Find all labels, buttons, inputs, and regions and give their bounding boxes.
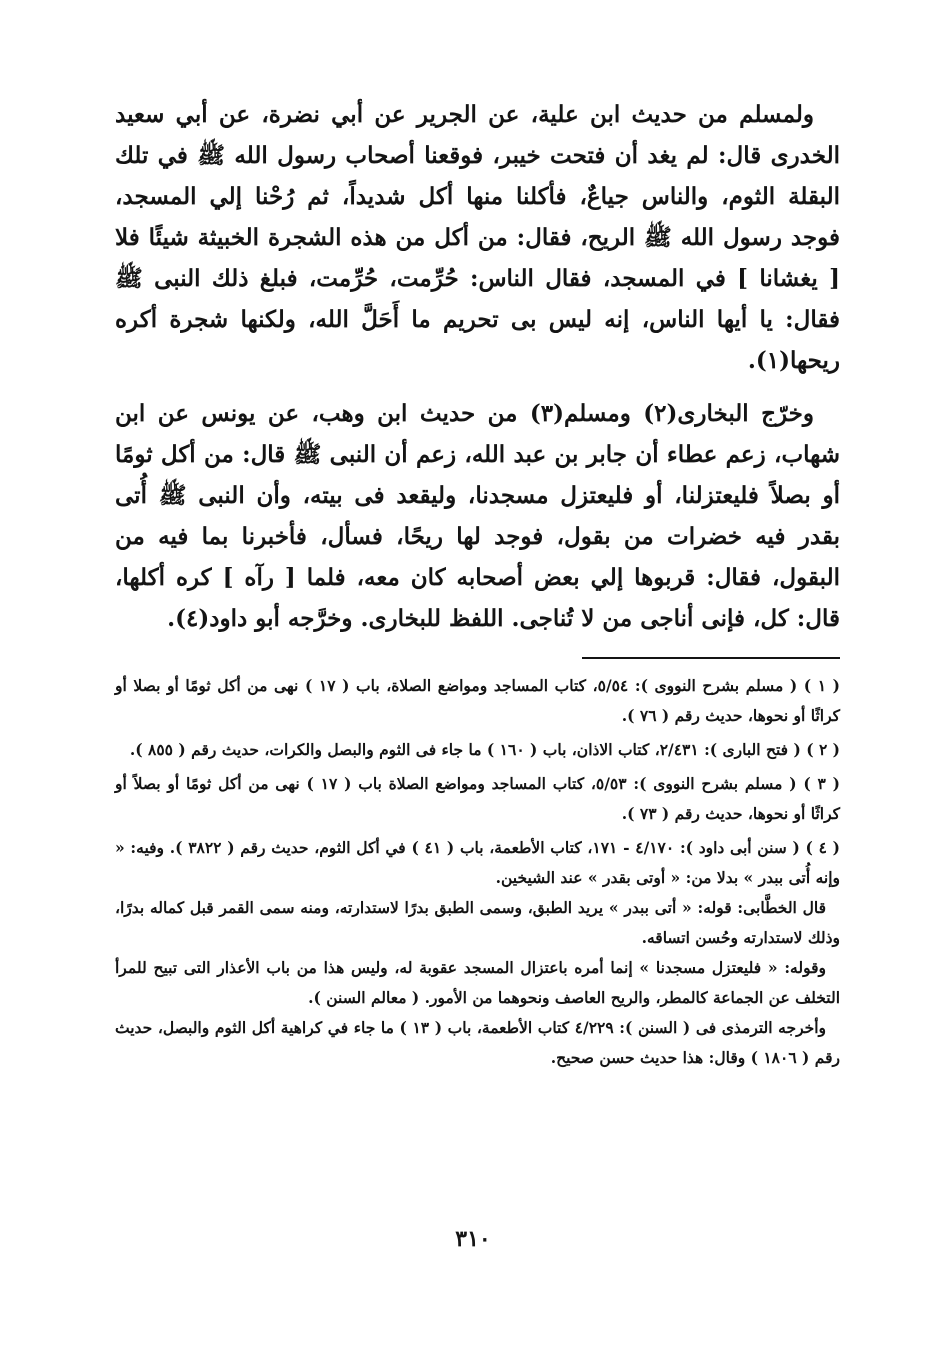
paragraph: وخرّج البخارى(٢) ومسلم(٣) من حديث ابن وهب، عن يونس عن ابن شهاب، زعم عطاء أن جابر بن عبد الله، زعم أن النبى ﷺ قال: من أكل ثومًا أو بصلاً فليعتزلنا، أو فليعتزل مسجدنا، وليقعد فى بيته، وأن النبى ﷺ أُتى بقدر فيه خضرات من بقول، فوجد لها ريحًا، فسأل، فأخبرنا بما فيه من البقول، فقال: قربوها إلي بعض أصحابه كان معه، فلما [ رآه ] كره أكلها، قال: كل، فإنى أناجى من لا تُناجى. اللفظ للبخارى. وخرَّجه أبو داود(٤). xyxy=(115,400,840,632)
footnote-4: ( ٤ ) ( سنن أبى داود ): ٤/١٧٠ - ١٧١، كتاب الأطعمة، باب ( ٤١ ) في أكل الثوم، حديث رقم ( ٣٨٢٢ ). وفيه: « وإنه أُتى ببدر » بدلا من: « أوتى بقدر » عند الشيخين. xyxy=(115,838,840,887)
paragraph: ولمسلم من حديث ابن علية، عن الجرير عن أبي نضرة، عن أبي سعيد الخدرى قال: لم يغد أن فتحت خيبر، فوقعنا أصحاب رسول الله ﷺ في تلك البقلة الثوم، والناس جياعٌ، فأكلنا منها أكل شديداً، ثم رُحْنا إلي المسجد، فوجد رسول الله ﷺ الريح، فقال: من أكل من هذه الشجرة الخبيثة شيئًا فلا [ يغشانا ] في المسجد، فقال الناس: حُرِّمت، حُرِّمت، فبلغ ذلك النبى ﷺ فقال: يا أيها الناس، إنه ليس بى تحريم ما أَحَلَّ الله، ولكنها شجرة أكره ريحها(١). xyxy=(115,101,840,374)
footnote-separator xyxy=(582,657,840,659)
footnote-4-khattabi: قال الخطَّابى: قوله: « أتى ببدر » يريد الطبق، وسمى الطبق بدرًا لاستدارته، ومنه سمى القمر قبل كماله بدرًا، وذلك لاستدارته وحُسن اتساقه. xyxy=(115,898,840,947)
footnote-4-tirmidhi: وأخرجه الترمذى فى ( السنن ): ٤/٢٢٩ كتاب الأطعمة، باب ( ١٣ ) ما جاء في كراهية أكل الثوم والبصل، حديث رقم ( ١٨٠٦ ) وقال: هذا حديث حسن صحيح. xyxy=(115,1018,840,1067)
footnote-1: ( ١ ) ( مسلم بشرح النووى ): ٥/٥٤، كتاب المساجد ومواضع الصلاة، باب ( ١٧ ) نهى من أكل ثومًا أو بصلا أو كراثًا أو نحوها، حديث رقم ( ٧٦ ). xyxy=(115,676,840,725)
footnote-2: ( ٢ ) ( فتح البارى ): ٢/٤٣١، كتاب الاذان، باب ( ١٦٠ ) ما جاء فى الثوم والبصل والكرات، حديث رقم ( ٨٥٥ ). xyxy=(129,740,840,759)
footnote-3: ( ٣ ) ( مسلم بشرح النووى ): ٥/٥٣، كتاب المساجد ومواضع الصلاة باب ( ١٧ ) نهى من أكل ثومًا أو بصلاً أو كراثًا أو نحوها، حديث رقم ( ٧٣ ). xyxy=(115,774,841,823)
main-text xyxy=(115,94,840,639)
footnote-4-commentary: وقوله: « فليعتزل مسجدنا » إنما أمره باعتزال المسجد عقوبة له، وليس هذا من باب الأعذار التى تبيح للمرأ التخلف عن الجماعة كالمطر، والريح العاصف ونحوهما من الأمور. ( معالم السنن ). xyxy=(115,958,840,1007)
page-number: ٣١٠ xyxy=(455,1226,491,1252)
footnotes xyxy=(115,671,840,1073)
book-page xyxy=(115,94,840,1073)
